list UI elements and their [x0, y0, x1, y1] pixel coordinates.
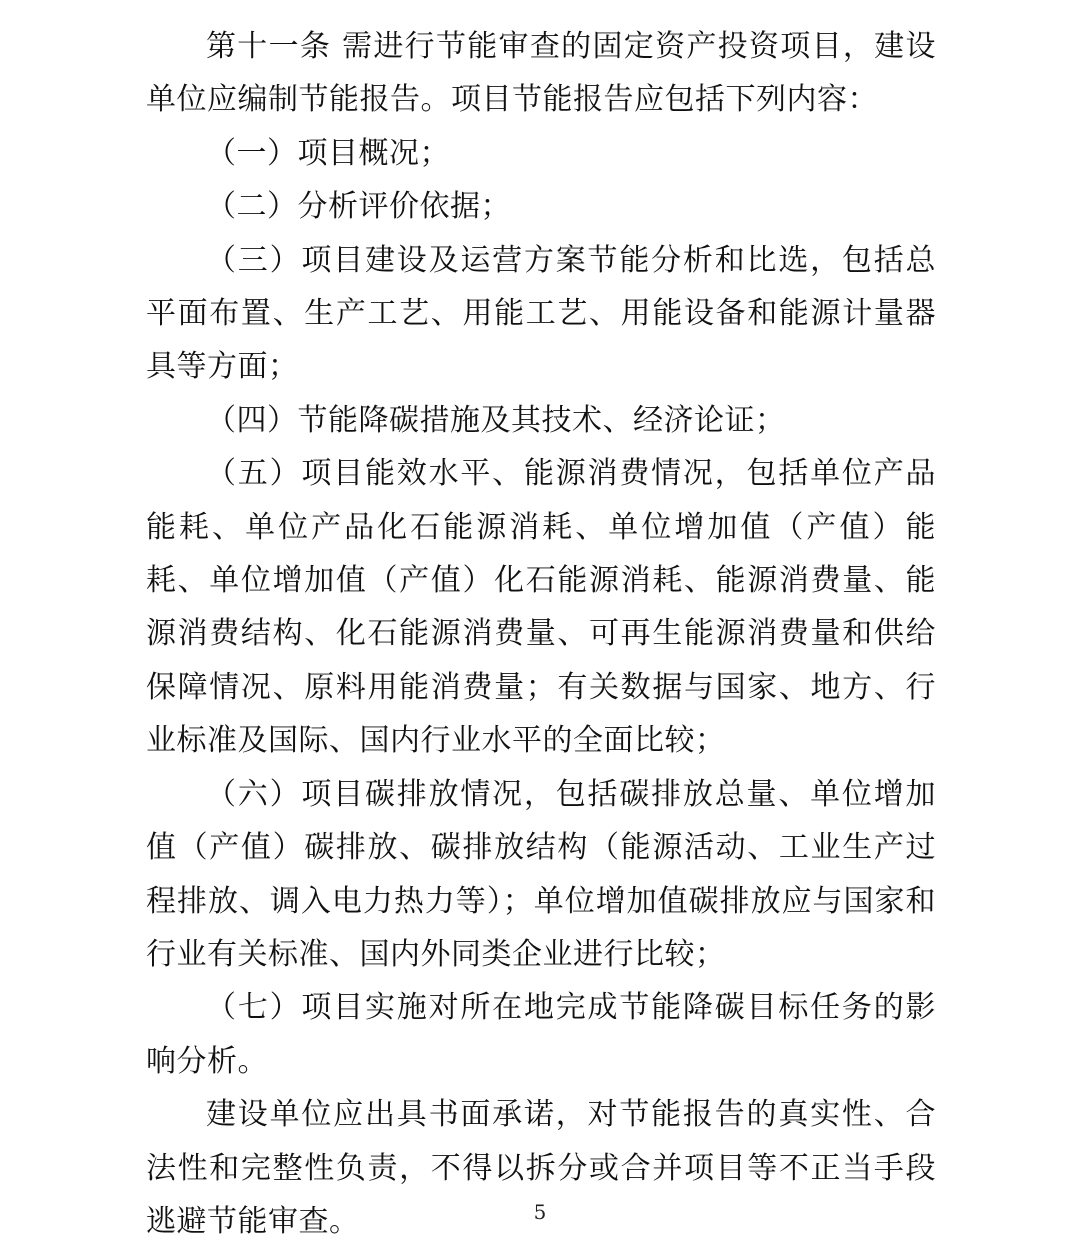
item-5-energy-efficiency: （五）项目能效水平、能源消费情况，包括单位产品能耗、单位产品化石能源消耗、单位增加值（产值）能耗、单位增加值（产值）化石能源消耗、能源消费量、能源消费结构、化石能源消费量、可再生能源消费量和供给保障情况、原料用能消费量；有关数据与国家、地方、行业标准及国际、国内行业水平的全面比较；	[146, 456, 936, 759]
page-number: 5	[533, 1200, 547, 1224]
article-11-intro: 第十一条 需进行节能审查的固定资产投资项目，建设单位应编制节能报告。项目节能报告应包括下列内容：	[146, 29, 936, 118]
item-2-evaluation-basis: （二）分析评价依据；	[206, 189, 511, 225]
item-6-carbon-emissions: （六）项目碳排放情况，包括碳排放总量、单位增加值（产值）碳排放、碳排放结构（能源活动、工业生产过程排放、调入电力热力等）；单位增加值碳排放应与国家和行业有关标准、国内外同类企业进行比较；	[146, 776, 936, 972]
document-body	[146, 20, 936, 1248]
item-7-impact-analysis: （七）项目实施对所在地完成节能降碳目标任务的影响分析。	[146, 990, 936, 1079]
item-4-measures: （四）节能降碳措施及其技术、经济论证；	[206, 402, 786, 438]
item-3-construction-plan: （三）项目建设及运营方案节能分析和比选，包括总平面布置、生产工艺、用能工艺、用能设备和能源计量器具等方面；	[146, 242, 936, 385]
item-1-project-overview: （一）项目概况；	[206, 135, 450, 171]
commitment-paragraph: 建设单位应出具书面承诺，对节能报告的真实性、合法性和完整性负责，不得以拆分或合并项目等不正当手段逃避节能审查。	[146, 1097, 936, 1239]
